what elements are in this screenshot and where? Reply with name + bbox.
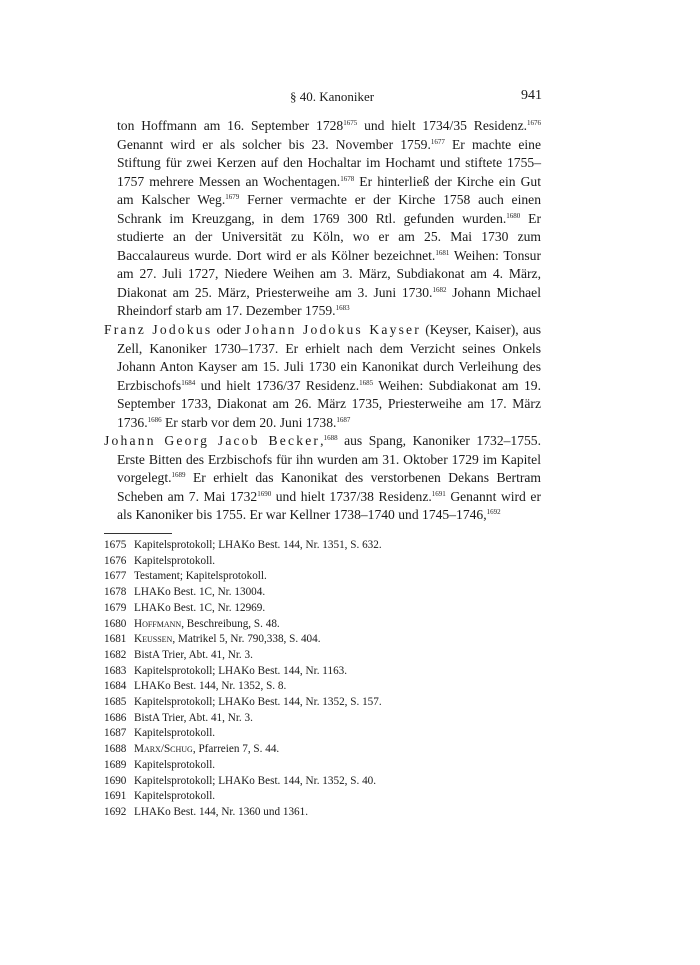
text-segment: ,: [320, 433, 324, 449]
footnote-text: [134, 664, 541, 680]
text-segment: Weihen: Subdiakonat am 19. September 1733, Diakonat am 26. März 1735, Priesterweihe am 17. März 1736.: [117, 377, 541, 430]
text-segment: LHAKo Best. 1C, Nr. 12969.: [134, 601, 266, 614]
footnote: [104, 648, 541, 664]
author-name: Keussen: [134, 633, 173, 646]
text-segment: LHAKo Best. 144, Nr. 1352, S. 8.: [134, 680, 287, 693]
text-segment: und hielt 1736/37 Residenz.: [195, 377, 360, 393]
text-segment: und hielt 1737/38 Residenz.: [271, 488, 432, 504]
footnote-text: [134, 774, 541, 790]
footnote-number: 1689: [104, 758, 127, 771]
text-segment: Kapitelsprotokoll; LHAKo Best. 144, Nr. 1163.: [134, 664, 348, 677]
footnote-number: 1686: [104, 711, 127, 724]
text-segment: ton Hoffmann am 16. September 1728: [117, 118, 344, 133]
text-segment: Er erhielt das Kanonikat des verstorbenen Dekans Bertram Scheben am 7. Mai 1732: [117, 470, 541, 504]
footnote-number: 1676: [104, 554, 127, 567]
text-segment: BistA Trier, Abt. 41, Nr. 3.: [134, 711, 253, 724]
footnote-number: 1678: [104, 586, 127, 599]
footnote-text: [134, 601, 541, 617]
footnote: [104, 742, 541, 758]
footnote-reference: 1691: [431, 489, 446, 498]
footnote: [104, 789, 541, 805]
text-segment: Kapitelsprotokoll.: [134, 554, 216, 567]
footnote-separator: [104, 533, 172, 534]
footnote-number: 1692: [104, 805, 127, 818]
footnote-reference: 1676: [527, 119, 541, 127]
footnote: [104, 632, 541, 648]
text-segment: Genannt wird er als Kanoniker bis 1755. Er war Kellner 1738–1740 und 1745–1746,: [117, 488, 541, 523]
text-segment: Kapitelsprotokoll; LHAKo Best. 144, Nr. 1351, S. 632.: [134, 539, 382, 551]
footnote-reference: 1679: [225, 193, 240, 202]
footnote-number: 1680: [104, 617, 127, 630]
text-segment: Testament; Kapitelsprotokoll.: [134, 570, 267, 583]
canon-name: Johann Georg Jacob Becker: [104, 433, 321, 449]
footnote: [104, 711, 541, 727]
footnote: [104, 679, 541, 695]
text-segment: und hielt 1734/35 Residenz.: [357, 118, 527, 133]
text-segment: Er starb vor dem 20. Juni 1738.: [161, 414, 337, 430]
footnote-reference: 1677: [430, 137, 445, 146]
text-segment: Kapitelsprotokoll; LHAKo Best. 144, Nr. 1352, S. 157.: [134, 696, 382, 709]
page-header: [0, 89, 700, 107]
footnote-text: [134, 585, 541, 601]
text-segment: Kapitelsprotokoll; LHAKo Best. 144, Nr. 1352, S. 40.: [134, 774, 377, 787]
footnote-reference: 1682: [432, 285, 447, 294]
text-segment: Genannt wird er als solcher bis 23. November 1759.: [117, 136, 431, 152]
footnote-number: 1687: [104, 727, 127, 740]
footnote-reference: 1680: [506, 211, 521, 220]
footnote: [104, 569, 541, 585]
footnote-number: 1688: [104, 743, 127, 756]
canon-entry: [104, 321, 541, 432]
text-segment: Er machte eine Stiftung für zwei Kerzen auf den Hochaltar im Hochamt und stiftete 1755–1757 mehrere Messen an Wochentagen.: [117, 136, 541, 189]
footnote-reference: 1688: [323, 434, 338, 443]
footnote-text: [134, 617, 541, 633]
footnote-reference: 1675: [343, 119, 358, 127]
footnote-number: 1684: [104, 680, 127, 693]
footnote-text: [134, 805, 541, 821]
text-segment: , Beschreibung, S. 48.: [181, 617, 280, 630]
footnote-reference: 1686: [147, 415, 162, 424]
text-segment: LHAKo Best. 144, Nr. 1360 und 1361.: [134, 805, 309, 818]
footnote-text: [134, 632, 541, 648]
running-title: § 40. Kanoniker: [289, 89, 375, 104]
footnote-number: 1683: [104, 664, 127, 677]
author-name: Marx/Schug: [134, 743, 193, 756]
footnote: [104, 664, 541, 680]
footnote-text: [134, 569, 541, 585]
footnote-reference: 1678: [340, 174, 355, 183]
text-segment: Johann Michael Rheindorf starb am 17. Dezember 1759.: [117, 284, 541, 319]
canon-entry: [104, 432, 541, 525]
footnote-number: 1691: [104, 790, 127, 803]
text-segment: Kapitelsprotokoll.: [134, 758, 216, 771]
footnote: [104, 758, 541, 774]
text-segment: Kapitelsprotokoll.: [134, 727, 216, 740]
footnote: [104, 554, 541, 570]
footnote-reference: 1687: [336, 415, 351, 424]
continued-paragraph: [104, 117, 541, 321]
footnote-text: [134, 711, 541, 727]
footnote: [104, 601, 541, 617]
footnote-text: [134, 538, 541, 554]
footnote-reference: 1684: [181, 378, 196, 387]
footnote: [104, 695, 541, 711]
footnote-reference: 1681: [435, 248, 450, 257]
footnote-text: [134, 679, 541, 695]
footnote-text: [134, 726, 541, 742]
canon-name: Johann Jodokus Kayser: [244, 322, 422, 338]
text-segment: , Pfarreien 7, S. 44.: [192, 743, 280, 756]
text-segment: BistA Trier, Abt. 41, Nr. 3.: [134, 648, 253, 661]
footnote-number: 1677: [104, 570, 127, 583]
footnotes: [104, 538, 541, 821]
footnote-reference: 1683: [335, 304, 350, 313]
text-segment: Kapitelsprotokoll.: [134, 790, 216, 803]
footnote: [104, 805, 541, 821]
footnote: [104, 774, 541, 790]
footnote-text: [134, 742, 541, 758]
footnote-reference: 1689: [171, 471, 186, 480]
text-segment: (Keyser, Kaiser), aus Zell, Kanoniker 1730–1737. Er erhielt nach dem Verzicht seines Onkels Johann Anton Kayser am 15. Juli 1730 ein Kanonikat durch Verleihung des Erzbischofs: [117, 322, 542, 393]
footnote: [104, 726, 541, 742]
text-segment: oder: [212, 322, 245, 338]
footnote-number: 1682: [104, 648, 127, 661]
text-segment: aus Spang, Kanoniker 1732–1755. Erste Bitten des Erzbischofs für ihn wurden am 31. Oktober 1729 im Kapitel vorgelegt.: [117, 433, 542, 486]
page-number: 941: [521, 88, 542, 103]
footnote-text: [134, 758, 541, 774]
text-segment: Ferner vermachte er der Kirche 1758 auch einen Schrank im Kreuzgang, in dem 1769 300 Rtl. gefunden wurden.: [117, 192, 541, 226]
footnote: [104, 617, 541, 633]
footnote-reference: 1685: [359, 378, 374, 387]
footnote-text: [134, 554, 541, 570]
footnote-number: 1681: [104, 633, 127, 646]
footnote-reference: 1692: [486, 508, 501, 517]
canon-name: Franz Jodokus: [104, 322, 213, 338]
text-segment: Er studierte an der Universität zu Köln, wo er am 25. Mai 1730 zum Baccalaureus wurde. Dort wird er als Kölner bezeichnet.: [117, 210, 541, 263]
text-segment: , Matrikel 5, Nr. 790,338, S. 404.: [172, 633, 321, 646]
footnote-text: [134, 648, 541, 664]
footnote-text: [134, 789, 541, 805]
footnote: [104, 585, 541, 601]
footnote-number: 1675: [104, 539, 127, 551]
footnote: [104, 538, 541, 554]
author-name: Hoffmann: [134, 617, 182, 630]
footnote-reference: 1690: [257, 489, 272, 498]
footnote-text: [134, 695, 541, 711]
footnote-number: 1685: [104, 696, 127, 709]
text-segment: Er hinterließ der Kirche ein Gut am Kalscher Weg.: [117, 173, 541, 208]
text-segment: Weihen: Tonsur am 27. Juli 1727, Niedere Weihen am 3. März, Subdiakonat am 4. März, Diakonat am 25. März, Priesterweihe am 3. Juni 1730.: [117, 247, 541, 300]
footnote-number: 1679: [104, 601, 127, 614]
text-segment: LHAKo Best. 1C, Nr. 13004.: [134, 586, 266, 599]
body-text: [104, 117, 541, 525]
footnote-number: 1690: [104, 774, 127, 787]
